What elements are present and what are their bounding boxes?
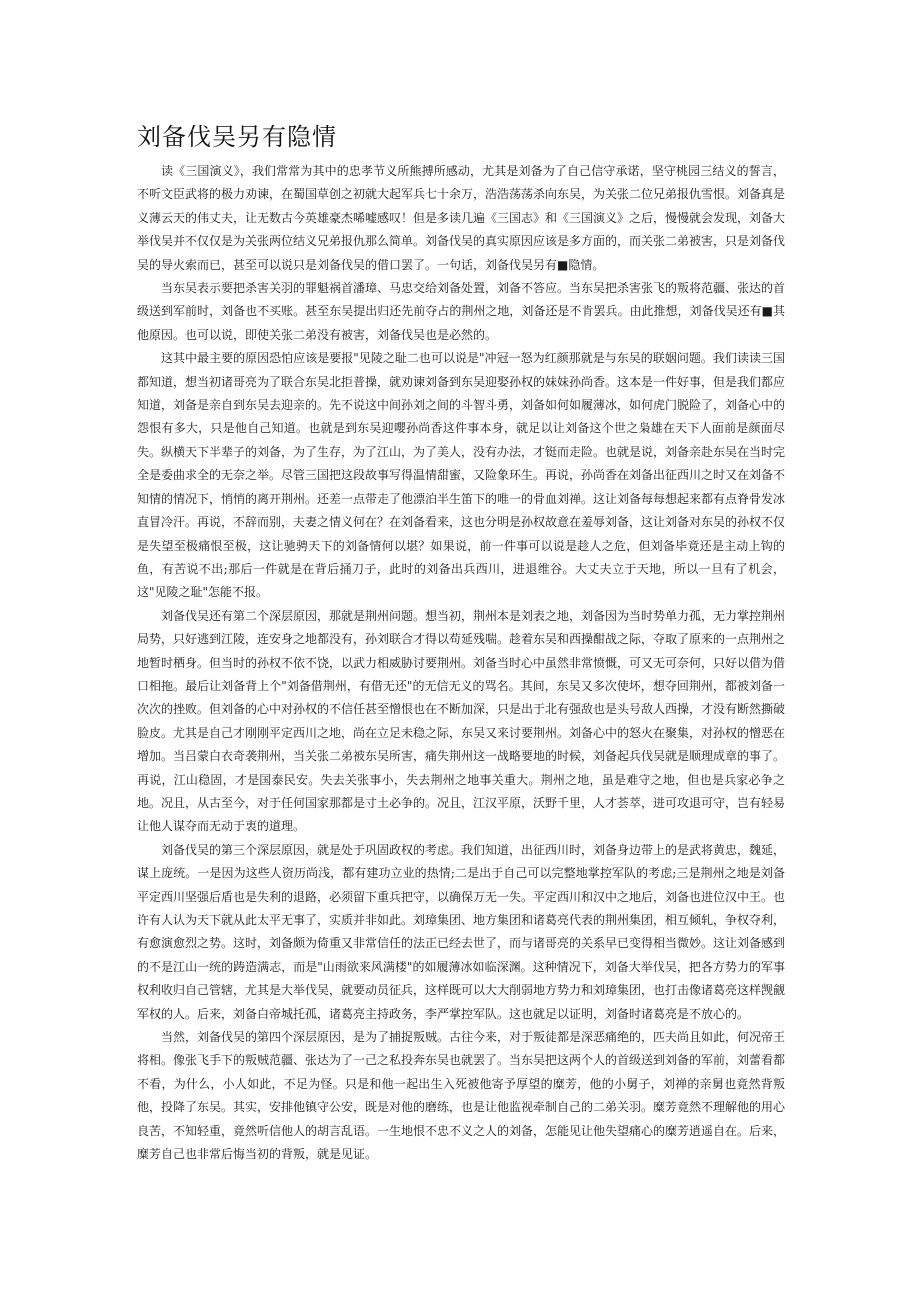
- article-body: [137, 160, 785, 1166]
- paragraph-3: 这其中最主要的原因恐怕应该是要报"见陵之耻二也可以说是"冲冠一怒为红颜那就是与东吴的联姻问题。我们读读三国都知道，想当初诸哥亮为了联合东吴北拒普操，就劝谏刘备到东吴迎娶孙权的妹妹孙尚香。这本是一件好事，但是我们都应知道，刘备是亲自到东吴去迎亲的。先不说这中间孙刘之间的斗智斗勇，刘备如何如履薄冰，如何虎门脱险了，刘备心中的怨恨有多大，只是他自己知道。也就是到东吴迎嚶孙尚香这件事本身，就足以让刘备这个世之枭雄在天下人面前是颜面尽失。纵横天下半辈子的刘备，为了生存，为了江山，为了美人，没有办法，才铤而走险。也就是说，刘备亲赴东吴在当时完全是委曲求全的无奈之举。尽管三国把这段故事写得温情甜蜜，又险象环生。再说，孙尚香在刘备出征西川之时又在刘备不知情的情况下，悄悄的离开荆州。还差一点带走了他漂泊半生笛下的唯一的骨血刘禅。这让刘备每每想起来都有点脊骨发冰直冒冷汗。再说，不辞而别，夫妻之情义何在？在刘备看来，这也分明是孙权故意在羞辱刘备，这让刘备对东吴的孙权不仅是失望至极痛恨至极，这让驰骋天下的刘备情何以堪？如果说，前一件事可以说是趁人之危，但刘备毕竟还是主动上钩的鱼，有苦说不出;那后一件就是在背后捅刀子，此时的刘备出兵西川，进退维谷。大丈夫立于天地，所以一旦有了机会，这"见陵之耻"怎能不报。: [137, 351, 786, 600]
- paragraph-6: 当然，刘备伐吴的第四个深层原因，是为了捕捉叛贼。古往今来，对于叛徒都是深恶痛绝的，匹夫尚且如此，何况帝王将相。像张飞手下的叛贼范疆、张达为了一己之私投奔东吴也就罢了。当东吴把这两个人的首级送到刘备的军前，刘蕾看都不看，为什么，小人如此，不足为怪。只是和他一起出生入死被他寄予厚望的糜芳，他的小舅子，刘禅的亲舅也竟然背叛他，投降了东吴。其实，安排他镇守公安，既是对他的磨练，也是让他监视牵制自己的二弟关羽。糜芳竟然不理解他的用心良苦，不知轻重，竟然听信他人的胡言乱语。一生地恨不忠不义之人的刘备，怎能见让他失望痛心的糜芳逍遥自在。后来，糜芳自己也非常后悔当初的背叛，就是见证。: [137, 1030, 786, 1162]
- paragraph-5: 刘备伐吴的第三个深层原因，就是处于巩固政权的考虑。我们知道，出征西川时，刘备身边带上的是武将黄忠，魏延，谋上庞统。一是因为这些人资历尚浅，都有建功立业的热情;二是出于自己可以完整地掌控军队的考虑;三是荆州之地是刘备平定西川坚强后盾也是失利的退路，必须留下重兵把守，以确保万无一失。平定西川和汉中之地后，刘备也进位汉中王。也许有人认为天下就从此太平无事了，实质并非如此。刘璋集团、地方集团和诸葛亮代表的荆州集团，相互倾轧，争权夺利，有愈演愈烈之势。这时，刘备颇为倚重又非常信任的法正已经去世了，而与诸哥亮的关系早已变得相当微妙。这让刘备感到的不是江山一统的踌造满志，而是"山雨欲来风满楼"的如履薄冰如临深渊。这种情况下，刘备大举伐吴，把各方势力的军事权利收归自己管辖，尤其是大举伐吴，就要动员征兵，这样既可以大大削弱地方势力和刘璋集团，也打击像诸葛亮这样觊觎军权的人。后来，刘备白帝城托孤，诸葛亮主持政务，李严掌控军队。这也就足以证明，刘备时诸葛亮是不放心的。: [137, 842, 786, 1021]
- paragraph-1: 读《三国演义》，我们常常为其中的忠孝节义所熊搏所感动，尤其是刘备为了自己信守承诺，坚守桃园三结义的誓言，不听文臣武将的极力劝谏，在蜀国草创之初就大起军兵七十余万，浩浩荡荡杀向东吴，为关张二位兄弟报仇雪恨。刘备真是义薄云天的伟丈夫，让无数古今英雄豪杰唏嘘感叹！但是多读几遍《三国志》和《三国演义》之后，慢慢就会发现，刘备大举伐吴并不仅仅是为关张两位结义兄弟报仇那么简单。刘备伐吴的真实原因应该是多方面的，而关张二弟被害，只是刘备伐吴的导火索而已，甚至可以说只是刘备伐吴的借口罢了。一句话，刘备伐吴另有■隐情。: [137, 164, 786, 272]
- paragraph-4: 刘备伐吴还有第二个深层原因，那就是荆州问题。想当初，荆州本是刘表之地，刘备因为当时势单力孤，无力掌控荆州局势，只好逃到江陵，连安身之地都没有，孙刘联合才得以苟延残喘。趁着东吴和西操酣战之际，夺取了原来的一点荆州之地暂时栖身。但当时的孙权不依不饶，以武力相威胁讨要荆州。刘备当时心中虽然非常愤慨，可又无可奈何，只好以借为借口相拖。最后让刘备背上个"刘备借荆州，有借无还"的无信无义的骂名。其间，东吴又多次使坏，想夺回荆州，都被刘备一次次的挫败。但刘备的心中对孙权的不信任甚至憎恨也在不断加深，只是出于北有强敌也是头号敌人西操，才没有断然撕破脸皮。尤其是自己才刚刚平定西川之地，尚在立足未稳之际，东吴又来讨要荆州。刘备心中的怒火在聚集，对孙权的憎恶在增加。当吕蒙白衣奇袭荆州，当关张二弟被东吴所害，痛失荆州这一战略要地的时候，刘备起兵伐吴就是顺理成章的事了。再说，江山稳固，才是国泰民安。失去关张事小，失去荆州之地事关重大。荆州之地，虽是难守之地，但也是兵家必争之地。况且，从古至今，对于任何国家那都是寸土必争的。况且，江汉平原，沃野千里，人才荟萃，进可攻退可守，岂有轻易让他人谋夺而无动于衷的道理。: [137, 608, 786, 834]
- paragraph-2: 当东吴表示要把杀害关羽的罪魁祸首潘璋、马忠交给刘备处置，刘备不答应。当东吴把杀害张飞的叛将范疆、张达的首级送到军前时，刘备也不买账。甚至东吴提出归还先前夺占的荆州之地，刘备还是不肯罢兵。由此推想，刘备伐吴还有■其他原因。也可以说，即使关张二弟没有被害，刘备伐吴也是必然的。: [137, 281, 786, 342]
- article-title: 刘备伐吴另有隐情: [137, 123, 337, 151]
